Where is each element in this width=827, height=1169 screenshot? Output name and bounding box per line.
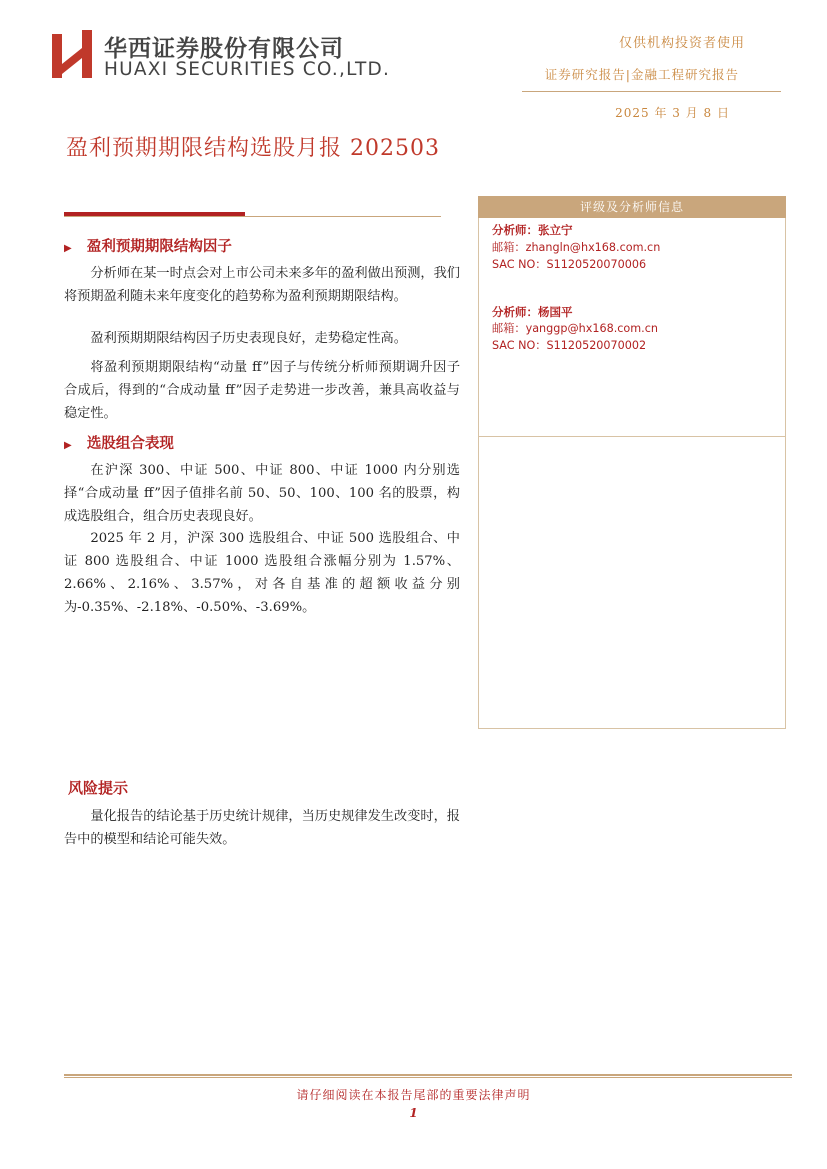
report-type: 证券研究报告|金融工程研究报告 <box>544 67 739 82</box>
analyst-sac: SAC NO：S1120520070002 <box>492 339 647 352</box>
risk-paragraph: 量化报告的结论基于历史统计规律，当历史规律发生改变时，报告中的模型和结论可能失效。 <box>64 809 460 847</box>
section-thin-rule <box>64 216 441 217</box>
company-name-cn: 华西证券股份有限公司 <box>104 36 344 62</box>
analyst-name: 分析师：杨国平 <box>492 305 573 319</box>
paragraph: 在沪深 300、中证 500、中证 800、中证 1000 内分别选择“合成动量 ff”因子值排名前 50、50、100、100 名的股票，构成选股组合，组合历史表现良好。 <box>64 463 460 524</box>
report-title: 盈利预期期限结构选股月报 202503 <box>66 136 440 161</box>
page-number: 1 <box>409 1106 418 1120</box>
huaxi-logo-icon <box>52 30 92 78</box>
risk-heading: 风险提示 <box>68 779 129 797</box>
header-divider <box>522 91 781 92</box>
audience-note: 仅供机构投资者使用 <box>618 36 745 51</box>
paragraph: 将盈利预期期限结构“动量 ff”因子与传统分析师预期调升因子合成后，得到的“合成动量 ff”因子走势进一步改善，兼具高收益与稳定性。 <box>64 360 460 421</box>
analyst-panel <box>478 196 786 729</box>
footer-rule <box>64 1077 792 1078</box>
analyst-name: 分析师：张立宁 <box>492 223 573 237</box>
analyst-sac: SAC NO：S1120520070006 <box>492 258 647 271</box>
paragraph: 分析师在某一时点会对上市公司未来多年的盈利做出预测，我们将预期盈利随未来年度变化的趋势称为盈利预期期限结构。 <box>64 266 460 304</box>
panel-title: 评级及分析师信息 <box>478 196 786 218</box>
paragraph: 盈利预期期限结构因子历史表现良好，走势稳定性高。 <box>90 331 407 346</box>
panel-divider <box>478 436 786 437</box>
section-heading-portfolio: ▶ 选股组合表现 <box>64 435 174 452</box>
footer-rule <box>64 1074 792 1076</box>
triangle-bullet-icon: ▶ <box>64 440 72 451</box>
legal-notice: 请仔细阅读在本报告尾部的重要法律声明 <box>296 1088 531 1102</box>
section-heading-factor: ▶ 盈利预期期限结构因子 <box>64 238 232 255</box>
triangle-bullet-icon: ▶ <box>64 243 72 254</box>
report-date: 2025 年 3 月 8 日 <box>615 106 730 120</box>
paragraph: 2025 年 2 月，沪深 300 选股组合、中证 500 选股组合、中证 800 选股组合、中证 1000 选股组合涨幅分别为 1.57%、2.66%、2.16%、3.57%，对各自基准的超额收益分别为-0.35%、-2.18%、-0.50%、-3.69%。 <box>64 531 460 615</box>
company-name-en: HUAXI SECURITIES CO.,LTD. <box>104 59 391 80</box>
analyst-email: 邮箱：yanggp@hx168.com.cn <box>492 322 658 335</box>
analyst-email: 邮箱：zhangln@hx168.com.cn <box>492 241 661 254</box>
